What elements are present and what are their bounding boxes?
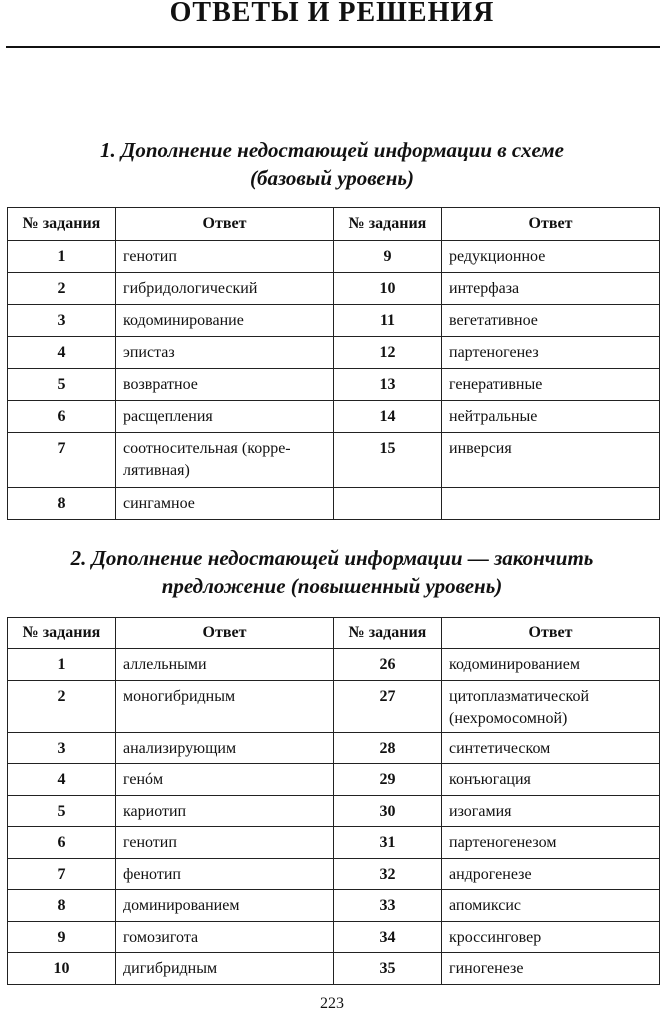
table-row (8, 764, 660, 796)
answer-cell: апомиксис (442, 890, 660, 922)
answer-cell: гибридологический (116, 273, 334, 305)
table-row (8, 488, 660, 520)
table-row (8, 921, 660, 953)
answer-cell: кроссинговер (442, 921, 660, 953)
answer-cell: партеногенезом (442, 827, 660, 859)
task-number: 1 (8, 241, 116, 273)
answer-cell: сингамное (116, 488, 334, 520)
task-number: 15 (334, 433, 442, 488)
answer-cell: кодоминированием (442, 649, 660, 681)
answer-cell: анализирующим (116, 732, 334, 764)
task-number: 30 (334, 795, 442, 827)
column-header-answer: Ответ (116, 208, 334, 241)
section-1-heading-line-1: 1. Дополнение недостающей информации в схеме (100, 138, 564, 162)
table-row (8, 305, 660, 337)
section-2-answer-table (7, 617, 660, 985)
table-row (8, 369, 660, 401)
answer-cell: фенотип (116, 858, 334, 890)
answer-cell: доминированием (116, 890, 334, 922)
section-1-answer-table (7, 207, 660, 520)
task-number: 8 (8, 890, 116, 922)
section-2-heading (0, 544, 664, 600)
answer-cell: эпистаз (116, 337, 334, 369)
table-row (8, 680, 660, 732)
answer-cell (442, 488, 660, 520)
table-row (8, 858, 660, 890)
answer-cell: кодоминирование (116, 305, 334, 337)
table-row (8, 732, 660, 764)
task-number: 10 (334, 273, 442, 305)
answer-line-1: соотносительная (корре- (123, 440, 291, 457)
answer-cell: редукционное (442, 241, 660, 273)
task-number: 4 (8, 764, 116, 796)
answer-cell (442, 680, 660, 732)
answer-cell: генóм (116, 764, 334, 796)
task-number: 4 (8, 337, 116, 369)
answer-cell: интерфаза (442, 273, 660, 305)
table-row (8, 337, 660, 369)
column-header-answer: Ответ (442, 208, 660, 241)
task-number: 34 (334, 921, 442, 953)
answer-cell: инверсия (442, 433, 660, 488)
answer-cell: изогамия (442, 795, 660, 827)
table-header-row (8, 208, 660, 241)
task-number: 27 (334, 680, 442, 732)
answer-cell: генотип (116, 241, 334, 273)
column-header-answer: Ответ (116, 618, 334, 649)
table-row (8, 401, 660, 433)
table-row (8, 953, 660, 985)
page-title: ОТВЕТЫ И РЕШЕНИЯ (169, 0, 495, 28)
answer-cell: андрогенезе (442, 858, 660, 890)
task-number: 3 (8, 732, 116, 764)
answer-line-2: (нехромосомной) (449, 709, 568, 727)
task-number: 5 (8, 369, 116, 401)
task-number: 9 (334, 241, 442, 273)
task-number: 2 (8, 273, 116, 305)
table-row (8, 273, 660, 305)
task-number: 13 (334, 369, 442, 401)
task-number: 26 (334, 649, 442, 681)
column-header-task-number: № задания (8, 208, 116, 241)
table-row (8, 241, 660, 273)
task-number: 29 (334, 764, 442, 796)
section-1-heading-line-2: (базовый уровень) (249, 166, 414, 190)
table-row (8, 827, 660, 859)
task-number: 2 (8, 680, 116, 732)
task-number: 9 (8, 921, 116, 953)
task-number: 5 (8, 795, 116, 827)
answer-cell: расщепления (116, 401, 334, 433)
answer-cell: гомозигота (116, 921, 334, 953)
task-number: 1 (8, 649, 116, 681)
column-header-task-number: № задания (8, 618, 116, 649)
answer-cell: гиногенезе (442, 953, 660, 985)
table-header-row (8, 618, 660, 649)
task-number: 33 (334, 890, 442, 922)
task-number: 35 (334, 953, 442, 985)
task-number (334, 488, 442, 520)
title-divider (6, 46, 660, 48)
answer-cell: вегетативное (442, 305, 660, 337)
task-number: 32 (334, 858, 442, 890)
answer-cell: аллельными (116, 649, 334, 681)
answer-cell: синтетическом (442, 732, 660, 764)
answer-cell: возвратное (116, 369, 334, 401)
task-number: 7 (8, 858, 116, 890)
column-header-task-number: № задания (334, 618, 442, 649)
column-header-task-number: № задания (334, 208, 442, 241)
table-row (8, 890, 660, 922)
table-row (8, 649, 660, 681)
answer-cell: нейтральные (442, 401, 660, 433)
section-2-heading-line-1: 2. Дополнение недостающей информации — закончить (70, 546, 594, 570)
task-number: 28 (334, 732, 442, 764)
task-number: 14 (334, 401, 442, 433)
answer-cell: дигибридным (116, 953, 334, 985)
answer-cell (116, 433, 334, 488)
answer-cell: генотип (116, 827, 334, 859)
page-number: 223 (320, 995, 344, 1012)
task-number: 7 (8, 433, 116, 488)
column-header-answer: Ответ (442, 618, 660, 649)
answer-line-1: цитоплазматической (449, 687, 590, 705)
task-number: 8 (8, 488, 116, 520)
task-number: 6 (8, 827, 116, 859)
answer-cell: конъюгация (442, 764, 660, 796)
task-number: 31 (334, 827, 442, 859)
section-2-heading-line-2: предложение (повышенный уровень) (161, 574, 503, 598)
answer-cell: моногибридным (116, 680, 334, 732)
answer-cell: генеративные (442, 369, 660, 401)
table-row (8, 433, 660, 488)
section-1-heading (0, 136, 664, 192)
table-row (8, 795, 660, 827)
answer-cell: партеногенез (442, 337, 660, 369)
task-number: 11 (334, 305, 442, 337)
answer-cell: кариотип (116, 795, 334, 827)
task-number: 3 (8, 305, 116, 337)
task-number: 12 (334, 337, 442, 369)
task-number: 10 (8, 953, 116, 985)
task-number: 6 (8, 401, 116, 433)
answer-line-2: лятивная) (123, 462, 190, 479)
